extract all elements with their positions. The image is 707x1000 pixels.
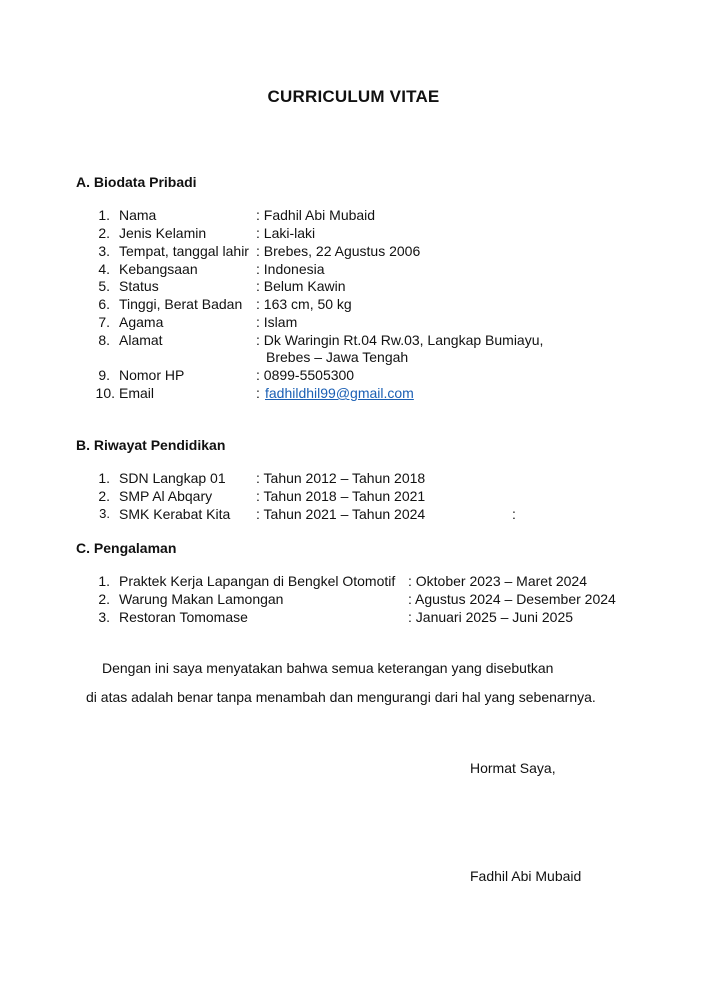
item-value: : Brebes, 22 Agustus 2006 xyxy=(256,243,421,259)
item-number: 3. xyxy=(99,506,110,521)
item-value: : Agustus 2024 – Desember 2024 xyxy=(408,591,616,607)
item-number: 1. xyxy=(98,470,110,486)
section-heading-pendidikan: B. Riwayat Pendidikan xyxy=(76,437,226,453)
item-value: : Belum Kawin xyxy=(256,278,346,294)
item-label: Kebangsaan xyxy=(119,261,198,277)
item-number: 2. xyxy=(98,488,110,504)
email-link[interactable]: fadhildhil99@gmail.com xyxy=(265,385,414,401)
section-heading-pengalaman: C. Pengalaman xyxy=(76,540,177,556)
item-number: 3. xyxy=(98,243,110,259)
item-number: 1. xyxy=(98,573,110,589)
item-number: 4. xyxy=(98,261,110,277)
item-label: Agama xyxy=(119,314,164,330)
item-number: 9. xyxy=(98,367,110,383)
item-number: 1. xyxy=(98,207,110,223)
item-label: Restoran Tomomase xyxy=(119,609,248,625)
closing-greeting: Hormat Saya, xyxy=(470,760,556,776)
item-number: 10. xyxy=(95,385,115,401)
item-label: Nama xyxy=(119,207,157,223)
item-label: SMP Al Abqary xyxy=(119,488,213,504)
item-label: Alamat xyxy=(119,332,163,348)
item-label: SDN Langkap 01 xyxy=(119,470,226,486)
item-value: : Islam xyxy=(256,314,298,330)
item-value: : Laki-laki xyxy=(256,225,316,241)
item-value: : Tahun 2012 – Tahun 2018 xyxy=(256,470,426,486)
item-value: : Tahun 2018 – Tahun 2021 xyxy=(256,488,426,504)
item-value: : Indonesia xyxy=(256,261,325,277)
item-number: 6. xyxy=(98,296,110,312)
item-label: SMK Kerabat Kita xyxy=(119,506,231,522)
item-number: 5. xyxy=(98,278,110,294)
stray-colon: : xyxy=(512,506,516,522)
item-number: 2. xyxy=(98,225,110,241)
item-label: Jenis Kelamin xyxy=(119,225,207,241)
item-value: : Tahun 2021 – Tahun 2024 xyxy=(256,506,426,522)
item-value: : 0899-5505300 xyxy=(256,367,355,383)
section-heading-biodata: A. Biodata Pribadi xyxy=(76,174,197,190)
item-label: Email xyxy=(119,385,155,401)
item-label: Tinggi, Berat Badan xyxy=(119,296,243,312)
item-value: : 163 cm, 50 kg xyxy=(256,296,352,312)
item-number: 3. xyxy=(98,609,110,625)
page-title: CURRICULUM VITAE xyxy=(267,87,440,106)
item-label: Status xyxy=(119,278,159,294)
item-label: Warung Makan Lamongan xyxy=(119,591,284,607)
item-number: 2. xyxy=(98,591,110,607)
item-number: 7. xyxy=(98,314,110,330)
signature-name: Fadhil Abi Mubaid xyxy=(470,868,582,884)
statement-line-1: Dengan ini saya menyatakan bahwa semua keterangan yang disebutkan xyxy=(102,660,554,676)
statement-line-2: di atas adalah benar tanpa menambah dan mengurangi dari hal yang sebenarnya. xyxy=(86,689,596,705)
item-label: Praktek Kerja Lapangan di Bengkel Otomotif xyxy=(119,573,396,589)
item-number: 8. xyxy=(98,332,110,348)
item-value: : Januari 2025 – Juni 2025 xyxy=(408,609,574,625)
item-value: : Dk Waringin Rt.04 Rw.03, Langkap Bumiayu, xyxy=(256,332,544,348)
item-value: : Fadhil Abi Mubaid xyxy=(256,207,376,223)
item-value-line2: Brebes – Jawa Tengah xyxy=(266,349,409,365)
item-label: Tempat, tanggal lahir xyxy=(119,243,249,259)
item-label: Nomor HP xyxy=(119,367,185,383)
item-value: : Oktober 2023 – Maret 2024 xyxy=(408,573,587,589)
item-value-prefix: : xyxy=(256,385,260,401)
